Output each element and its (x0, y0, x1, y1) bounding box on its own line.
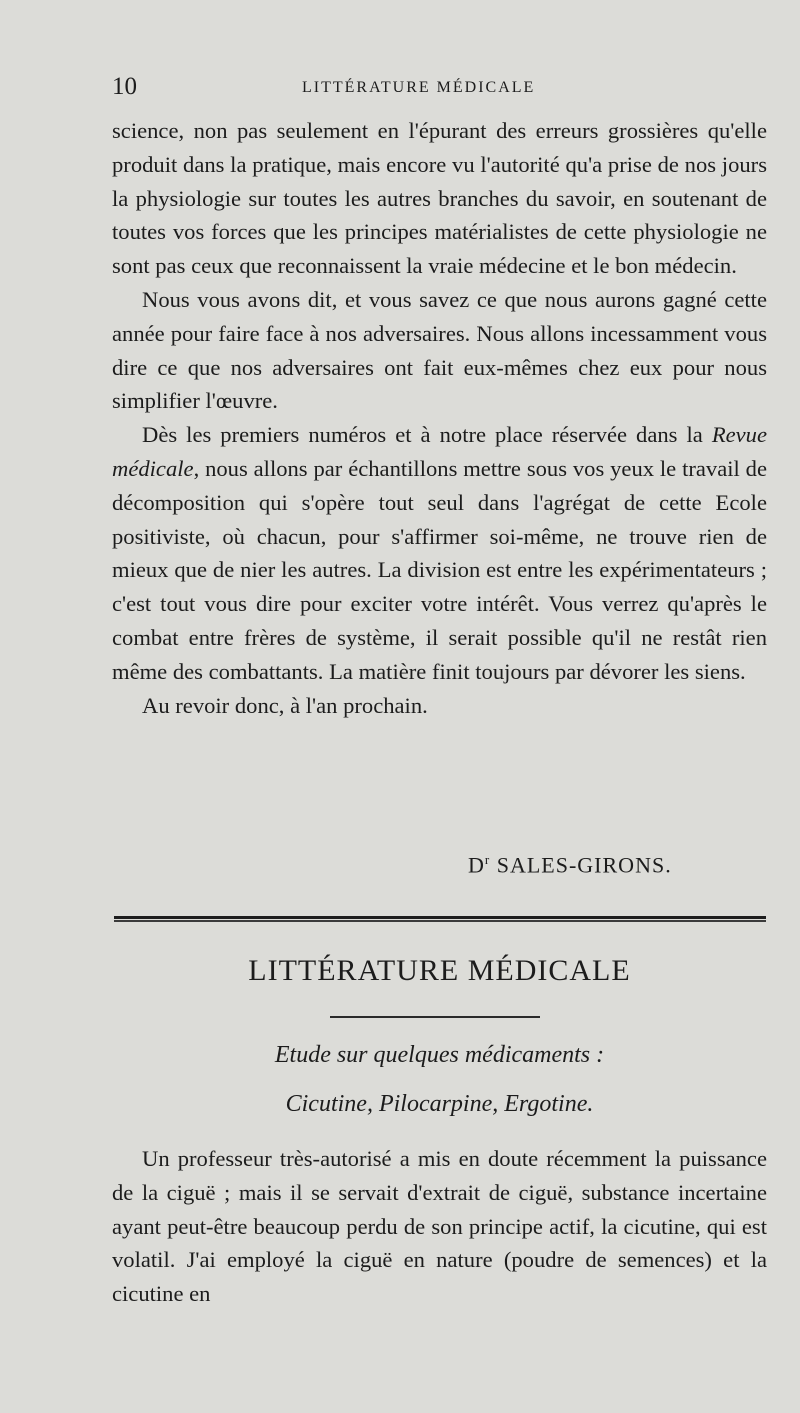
title-rule (330, 1016, 540, 1018)
paragraph: Un professeur très-autorisé a mis en doute récemment la puissance de la ciguë ; mais il se servait d'extrait de ciguë, substance incertaine ayant peut-être beaucoup perdu de son principe actif, la cicutine, qui est volatil. J'ai employé la ciguë en nature (poudre de semences) et la cicutine en (112, 1146, 767, 1307)
section-subtitle: Etude sur quelques médicaments : (274, 1042, 605, 1068)
running-head: LITTÉRATURE MÉDICALE (302, 79, 536, 96)
section-title: LITTÉRATURE MÉDICALE (248, 954, 631, 987)
section-body (112, 1142, 767, 1311)
paragraph: Nous vous avons dit, et vous savez ce que nous aurons gagné cette année pour faire face à nos adversaires. Nous allons incessamment vous dire ce que nos adversaires ont fait eux-mêmes chez eux pour nous simplifier l'œuvre. (112, 286, 767, 414)
section-divider (114, 916, 766, 922)
paragraph (112, 418, 767, 688)
signature (468, 852, 672, 878)
page-number: 10 (112, 73, 137, 100)
section-subtitle: Cicutine, Pilocarpine, Ergotine. (285, 1091, 594, 1117)
paragraph: science, non pas seulement en l'épurant des erreurs grossières qu'elle produit dans la pratique, mais encore vu l'autorité qu'a prise de nos jours la physiologie sur toutes les autres branches du savoir, en soutenant de toutes vos forces que les principes matérialistes de cette physiologie ne sont pas ceux que reconnaissent la vraie médecine et le bon médecin. (112, 118, 767, 279)
signature-name: SALES-GIRONS. (490, 852, 672, 878)
signature-title-sup: r (484, 852, 491, 867)
article-body (112, 114, 767, 722)
journal-title: Revue médicale (112, 422, 767, 481)
page-header (112, 73, 772, 103)
paragraph-text: , nous allons par échantillons mettre sous vos yeux le travail de décomposition qui s'opère tout seul dans l'agrégat de cette Ecole positiviste, où chacun, pour s'affirmer soi-même, ne trouve rien de mieux que de nier les autres. La division est entre les expérimentateurs ; c'est tout vous dire pour exciter votre intérêt. Vous verrez qu'après le combat entre frères de système, il serait possible qu'il ne restât rien même des combattants. La matière finit toujours par dévorer les siens. (112, 455, 767, 684)
paragraph-text: Dès les premiers numéros et à notre place réservée dans la (142, 422, 712, 448)
paragraph: Au revoir donc, à l'an prochain. (142, 692, 428, 718)
signature-title: D (468, 852, 485, 878)
